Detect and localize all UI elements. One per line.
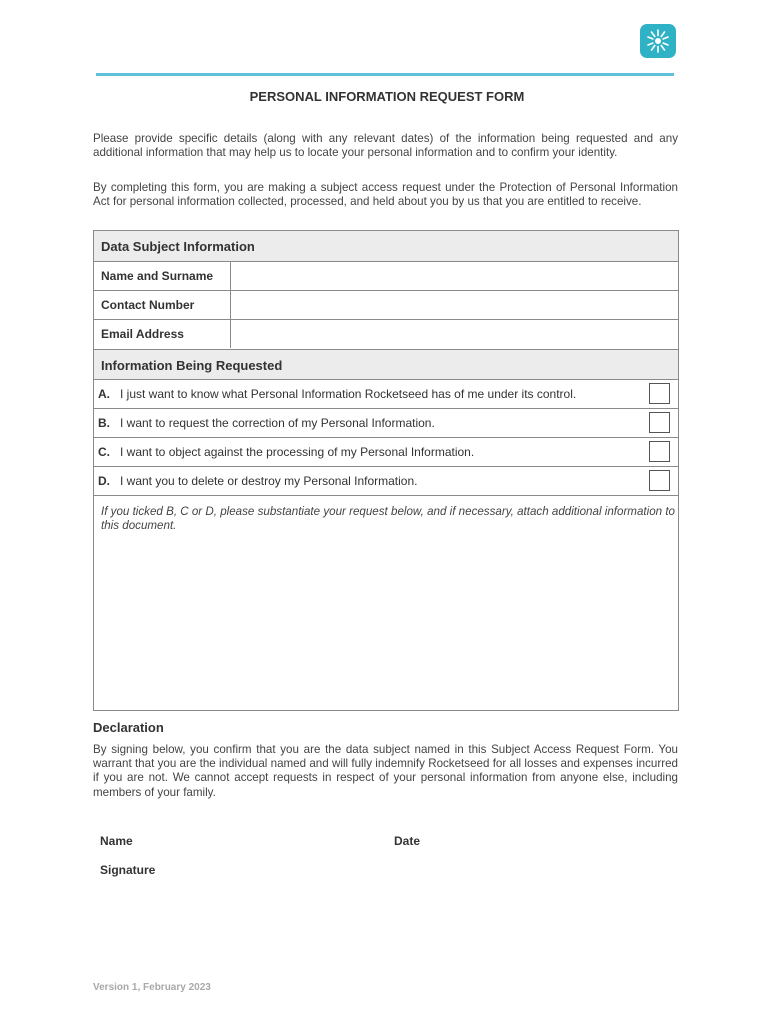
option-text: I want you to delete or destroy my Personal Information. [120,474,418,488]
option-letter: B. [98,416,110,430]
data-subject-heading: Data Subject Information [94,231,678,262]
option-row-d [94,467,678,496]
name-signature-label: Name [100,834,133,848]
declaration-heading: Declaration [93,720,164,735]
option-text: I want to request the correction of my Personal Information. [120,416,435,430]
option-row-b [94,409,678,438]
email-address-label: Email Address [94,320,231,348]
intro-paragraph-2: By completing this form, you are making a subject access request under the Protection of Personal Information Act for personal information collected, processed, and held about you by us that you are entitled to receive. [93,181,678,209]
email-address-row [94,320,678,349]
option-letter: C. [98,445,110,459]
option-b-checkbox[interactable] [649,412,670,433]
name-surname-label: Name and Surname [94,262,231,290]
option-letter: D. [98,474,110,488]
contact-number-label: Contact Number [94,291,231,319]
request-form-table [93,230,679,711]
intro-paragraph-1: Please provide specific details (along with any relevant dates) of the information being requested and any additional information that may help us to locate your personal information and to confirm your identity. [93,132,678,160]
date-label: Date [394,834,421,848]
information-requested-heading: Information Being Requested [94,349,678,380]
option-d-checkbox[interactable] [649,470,670,491]
contact-number-field[interactable] [231,291,678,319]
rocketseed-logo-icon [640,24,676,58]
name-surname-row [94,262,678,291]
option-a-checkbox[interactable] [649,383,670,404]
contact-number-row [94,291,678,320]
declaration-text: By signing below, you confirm that you are the data subject named in this Subject Access Request Form. You warrant that you are the individual named and will fully indemnify Rocketseed for all losses and expenses incurred if you are not. We cannot accept requests in respect of your personal information from anyone else, including members of your family. [93,743,678,799]
substantiate-section [94,496,678,710]
option-text: I want to object against the processing of my Personal Information. [120,445,475,459]
option-text: I just want to know what Personal Information Rocketseed has of me under its control. [120,387,577,401]
name-surname-field[interactable] [231,262,678,290]
email-address-field[interactable] [231,320,678,348]
header-divider [96,73,674,76]
substantiate-hint: If you ticked B, C or D, please substantiate your request below, and if necessary, attach additional information to this document. [101,505,675,532]
substantiate-text-area[interactable] [94,536,678,710]
signature-label: Signature [100,863,156,877]
option-row-a [94,380,678,409]
option-letter: A. [98,387,110,401]
version-footer: Version 1, February 2023 [93,982,211,993]
option-c-checkbox[interactable] [649,441,670,462]
option-row-c [94,438,678,467]
page-title: PERSONAL INFORMATION REQUEST FORM [249,89,525,104]
